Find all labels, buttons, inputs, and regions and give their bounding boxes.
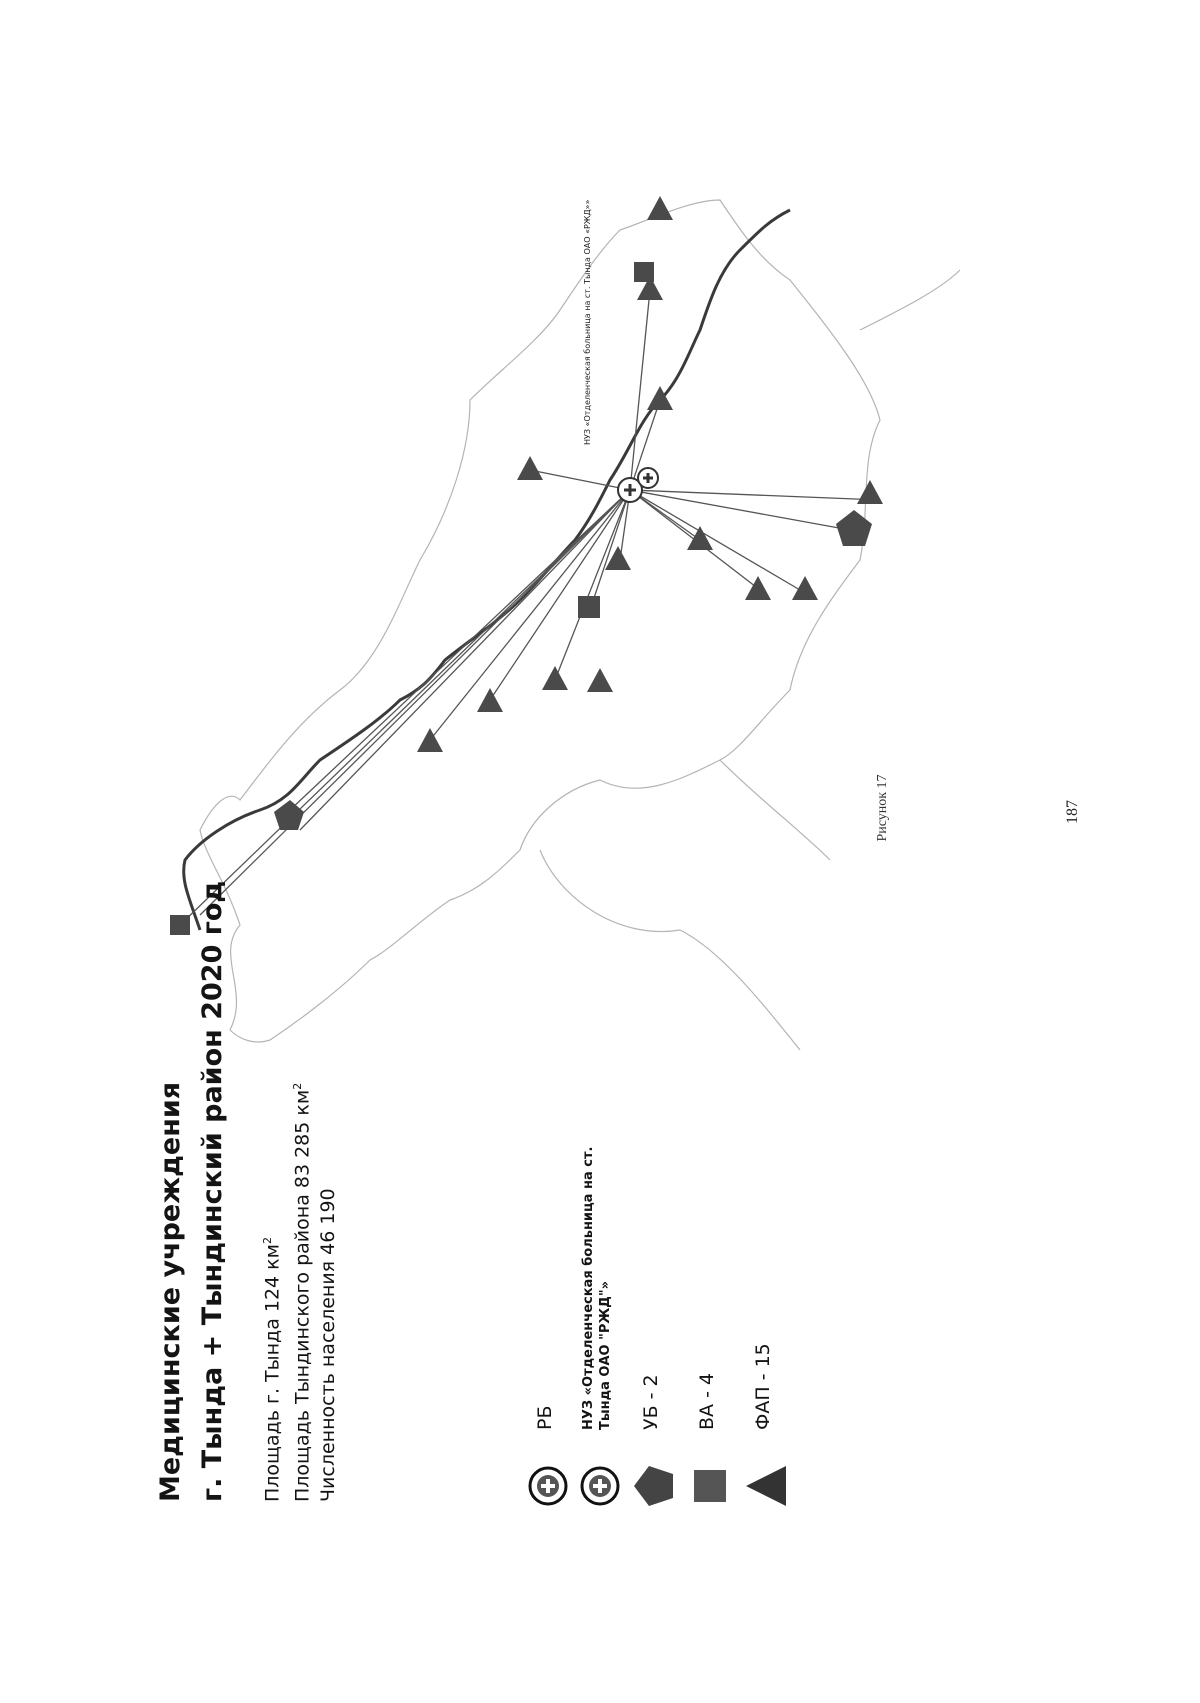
page-title: Медицинские учреждения xyxy=(155,1081,186,1502)
square-icon xyxy=(688,1464,732,1508)
area-district: Площадь Тындинского района 83 285 $км^2$ xyxy=(291,1082,314,1502)
legend-label: ФАП - 15 xyxy=(752,1343,774,1430)
fap-marker xyxy=(687,526,713,550)
title-block xyxy=(150,880,234,1502)
legend-label: ВА - 4 xyxy=(696,1372,718,1430)
ub-marker xyxy=(836,510,872,546)
pentagon-icon xyxy=(632,1464,676,1508)
legend-item-ba xyxy=(682,1010,738,1530)
fap-marker xyxy=(647,196,673,220)
figure-caption: Рисунок 17 xyxy=(875,774,890,842)
fap-marker xyxy=(745,576,771,600)
legend-item-rb xyxy=(520,1010,576,1530)
plus-circle-icon xyxy=(526,1464,570,1508)
legend-item-fap xyxy=(738,1010,794,1530)
plus-circle-icon xyxy=(578,1464,622,1508)
legend-label: НУЗ «Отделенческая больница на ст. Тында ОАО "РЖД"» xyxy=(581,1146,613,1430)
population: Численность населения 46 190 xyxy=(316,1188,339,1502)
legend-item-nuz xyxy=(572,1010,628,1530)
fap-marker xyxy=(857,480,883,504)
legend-item-ub xyxy=(626,1010,682,1530)
area-city: Площадь г. Тында 124 $км^2$ xyxy=(261,1237,284,1502)
legend-label: УБ - 2 xyxy=(640,1374,662,1430)
page-number: 187 xyxy=(1064,800,1081,824)
page-subtitle: г. Тында + Тындинский район 2020 год xyxy=(197,880,228,1502)
stats-block xyxy=(255,1082,341,1502)
slide-panel xyxy=(150,190,774,1530)
triangle-icon xyxy=(744,1464,788,1508)
neighbor-boundary xyxy=(720,760,830,860)
legend-label: РБ xyxy=(534,1405,556,1430)
neighbor-boundary xyxy=(860,270,960,330)
hospital-callout: НУЗ «Отделенческая больница на ст. Тында ОАО «РЖД»» xyxy=(583,199,592,445)
